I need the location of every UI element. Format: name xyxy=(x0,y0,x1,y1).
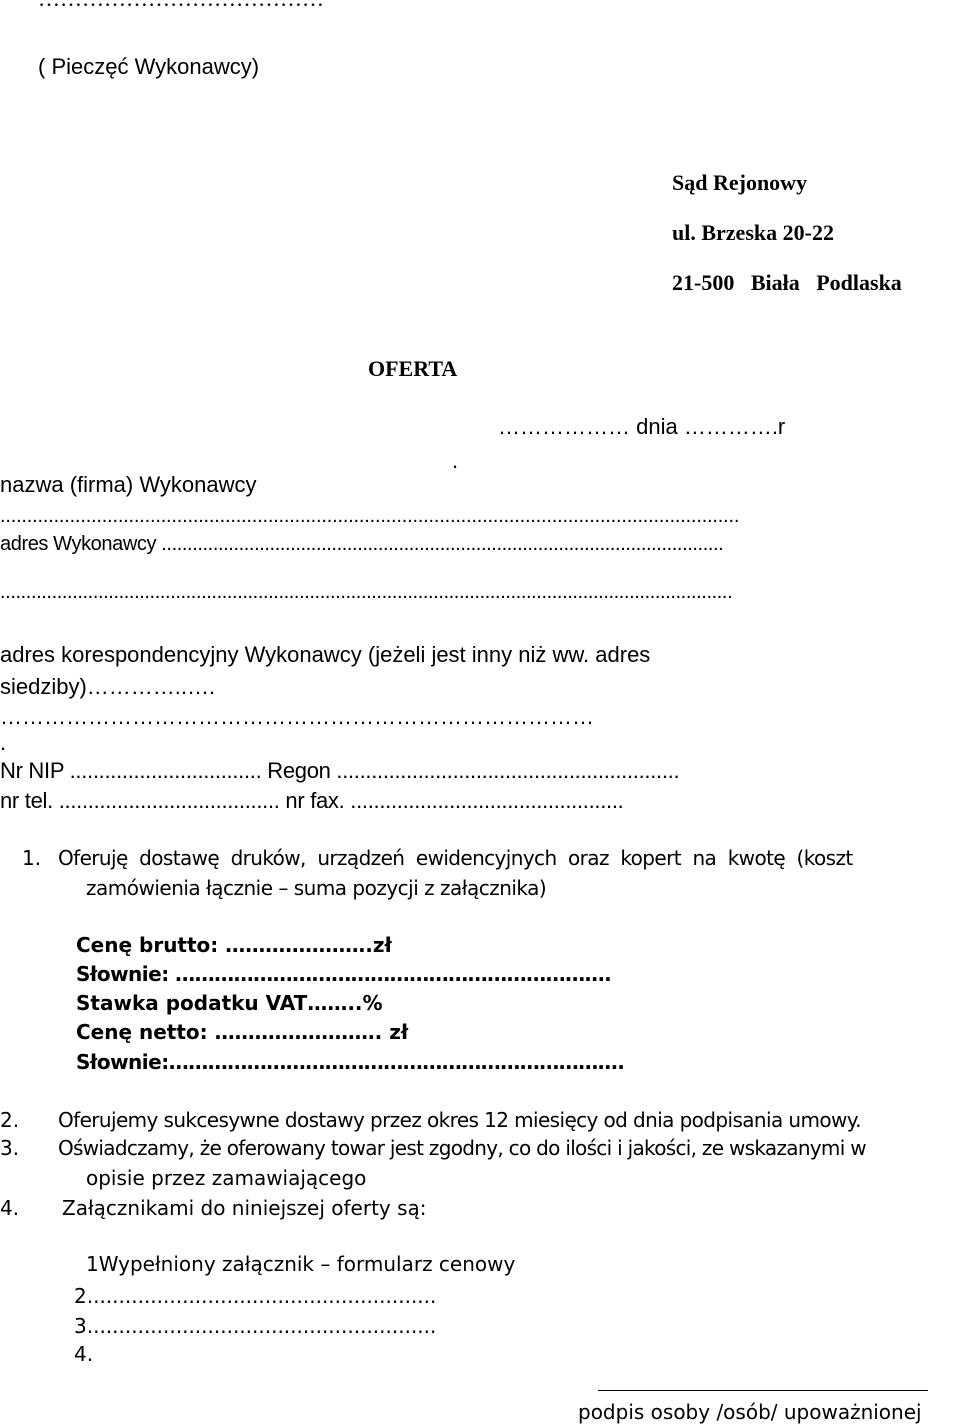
item-1-text: Oferuję dostawę druków, urządzeń ewidencyjnych oraz kopert na kwotę (koszt xyxy=(58,846,853,870)
net-price-words: Słownie:……………………………………………………………. xyxy=(76,1050,625,1074)
date-dot: . xyxy=(452,448,459,473)
gross-price-words: Słownie: …………………………………………………………. xyxy=(76,962,612,986)
stamp-dots xyxy=(38,0,324,10)
contractor-name-field: .......................................................................................................................................... xyxy=(0,505,740,527)
addressee-line-2: ul. Brzeska 20-22 xyxy=(672,220,834,245)
item-3-text: Oświadczamy, że oferowany towar jest zgodny, co do ilości i jakości, ze wskazanymi w xyxy=(58,1136,866,1160)
nip-regon-field: Nr NIP ................................. Regon ........................................................... xyxy=(0,758,680,783)
contractor-address-field: adres Wykonawcy ............................................................................................................. xyxy=(0,533,724,555)
date-line: ……………… dnia ………….r xyxy=(498,414,786,439)
item-1-number: 1. xyxy=(22,846,42,870)
contractor-name-label: nazwa (firma) Wykonawcy xyxy=(0,472,257,497)
gross-price: Cenę brutto: ………………….zł xyxy=(76,933,392,957)
stamp-label: ( Pieczęć Wykonawcy) xyxy=(38,54,260,79)
signature-label: podpis osoby /osób/ upoważnionej xyxy=(578,1400,922,1424)
item-2-number: 2. xyxy=(0,1108,20,1132)
page-title: OFERTA xyxy=(368,356,458,381)
attachment-1: 1Wypełniony załącznik – formularz cenowy xyxy=(86,1252,516,1276)
signature-line xyxy=(598,1390,928,1391)
item-4-text: Załącznikami do niniejszej oferty są: xyxy=(62,1196,427,1220)
item-3-number: 3. xyxy=(0,1136,20,1160)
contractor-address-dots: .............................................................................................................................................. xyxy=(0,581,733,603)
tel-fax-field: nr tel. ...................................... nr fax. ............................................... xyxy=(0,788,624,813)
net-price: Cenę netto: ……………………. zł xyxy=(76,1020,409,1044)
attachment-3: 3....................................................... xyxy=(74,1314,437,1338)
correspondence-dots: ……………………………………………………………………… xyxy=(0,704,594,729)
item-1-text-cont: zamówienia łącznie – suma pozycji z załącznika) xyxy=(86,876,547,900)
addressee-line-1: Sąd Rejonowy xyxy=(672,170,808,195)
correspondence-dots-end: . xyxy=(0,730,7,755)
item-3-text-cont: opisie przez zamawiającego xyxy=(86,1166,367,1190)
correspondence-label: adres korespondencyjny Wykonawcy (jeżeli jest inny niż ww. adres xyxy=(0,642,651,667)
addressee-line-3: 21-500 Biała Podlaska xyxy=(672,270,902,295)
correspondence-label-cont: siedziby)…………..…. xyxy=(0,674,216,699)
item-2-text: Oferujemy sukcesywne dostawy przez okres 12 miesięcy od dnia podpisania umowy. xyxy=(58,1108,861,1132)
attachment-2: 2....................................................... xyxy=(74,1284,437,1308)
vat-rate: Stawka podatku VAT……..% xyxy=(76,991,383,1015)
item-4-number: 4. xyxy=(0,1196,20,1220)
attachment-4: 4. xyxy=(74,1342,94,1366)
